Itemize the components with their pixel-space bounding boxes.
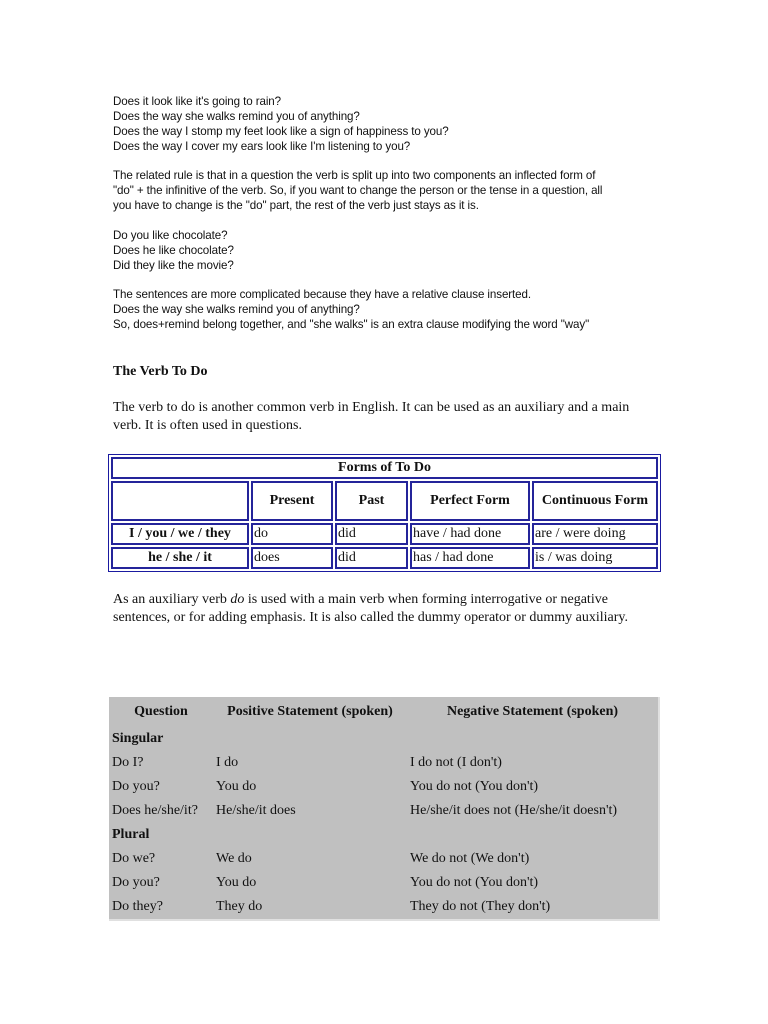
- text-line: The related rule is that in a question the verb is split up into two components an inflected form of: [113, 169, 596, 182]
- table-cell: Do you?: [112, 875, 160, 890]
- text-line: you have to change is the "do" part, the rest of the verb just stays as it is.: [113, 199, 479, 212]
- table-cell: You do not (You don't): [410, 779, 539, 794]
- table-cell: has / had done: [410, 547, 530, 569]
- table-row: [109, 847, 659, 871]
- text-line: "do" + the infinitive of the verb. So, if you want to change the person or the tense in a question, all: [113, 184, 603, 197]
- text-line: Does the way I stomp my feet look like a sign of happiness to you?: [113, 125, 449, 138]
- group-row: [109, 727, 659, 751]
- column-header-negative: Negative Statement (spoken): [446, 704, 619, 719]
- table-cell: have / had done: [410, 523, 530, 545]
- table-header-row: [109, 697, 659, 727]
- table-row: [111, 547, 658, 569]
- intro-paragraph: The verb to do is another common verb in English. It can be used as an auxiliary and a main verb. It is often used in questions.: [113, 400, 630, 433]
- table-cell: does: [251, 547, 333, 569]
- examples-block: [113, 228, 234, 273]
- table-row: [109, 751, 659, 775]
- table-cell: You do: [216, 779, 257, 794]
- table-row: [109, 799, 659, 823]
- text-line: Did they like the movie?: [113, 259, 234, 272]
- forms-table: [108, 454, 661, 572]
- section-heading: The Verb To Do: [113, 364, 208, 379]
- table-cell: do: [251, 523, 333, 545]
- table-cell: They do not (They don't): [410, 899, 551, 914]
- row-header: he / she / it: [111, 547, 249, 569]
- column-header-perfect: Perfect Form: [410, 481, 530, 521]
- table-cell: Do I?: [112, 755, 144, 770]
- table-cell: You do: [216, 875, 257, 890]
- table-cell: did: [335, 547, 408, 569]
- table-cell: They do: [216, 899, 263, 914]
- text-line: Does the way she walks remind you of anything?: [113, 110, 360, 123]
- clause-block: [113, 287, 589, 332]
- table-row: [109, 895, 659, 920]
- group-label-singular: Singular: [112, 731, 164, 746]
- table-cell: I do not (I don't): [410, 755, 502, 770]
- table-cell: Do they?: [112, 899, 163, 914]
- table-cell: is / was doing: [532, 547, 658, 569]
- table-caption: Forms of To Do: [111, 457, 658, 479]
- text-line: Do you like chocolate?: [113, 229, 228, 242]
- column-header-past: Past: [335, 481, 408, 521]
- table-cell: We do not (We don't): [410, 851, 530, 866]
- table-cell: Does he/she/it?: [112, 803, 198, 818]
- aux-text-before: As an auxiliary verb: [113, 592, 231, 607]
- table-row: [111, 523, 658, 545]
- table-row: [109, 775, 659, 799]
- text-line: Does the way she walks remind you of anything?: [113, 303, 360, 316]
- group-label-plural: Plural: [112, 827, 150, 842]
- column-header-blank: [111, 481, 249, 521]
- aux-text-after: is used with a main verb when forming interrogative or negative sentences, or for adding emphasis. It is also called the dummy operator or dummy auxiliary.: [113, 592, 629, 625]
- table-cell: are / were doing: [532, 523, 658, 545]
- table-cell: did: [335, 523, 408, 545]
- auxiliary-paragraph: [113, 591, 658, 627]
- column-header-question: Question: [134, 704, 188, 719]
- text-line: Does he like chocolate?: [113, 244, 234, 257]
- text-line: The sentences are more complicated because they have a relative clause inserted.: [113, 288, 531, 301]
- table-cell: We do: [216, 851, 252, 866]
- table-cell: He/she/it does: [216, 803, 296, 818]
- column-header-continuous: Continuous Form: [532, 481, 658, 521]
- rule-block: [113, 168, 602, 213]
- aux-emphasis: do: [230, 592, 245, 607]
- table-header-row: [111, 481, 658, 521]
- table-cell: He/she/it does not (He/she/it doesn't): [410, 803, 618, 818]
- text-line: Does the way I cover my ears look like I'm listening to you?: [113, 140, 411, 153]
- text-line: Does it look like it's going to rain?: [113, 95, 281, 108]
- table-row: [109, 871, 659, 895]
- table-cell: Do you?: [112, 779, 160, 794]
- questions-block: [113, 94, 449, 154]
- table-cell: Do we?: [112, 851, 156, 866]
- column-header-positive: Positive Statement (spoken): [227, 704, 393, 719]
- group-row: [109, 823, 659, 847]
- table-cell: I do: [216, 755, 239, 770]
- text-line: So, does+remind belong together, and "she walks" is an extra clause modifying the word "way": [113, 318, 590, 331]
- column-header-present: Present: [251, 481, 333, 521]
- row-header: I / you / we / they: [111, 523, 249, 545]
- do-conjugation-table: [109, 697, 660, 921]
- table-cell: You do not (You don't): [410, 875, 539, 890]
